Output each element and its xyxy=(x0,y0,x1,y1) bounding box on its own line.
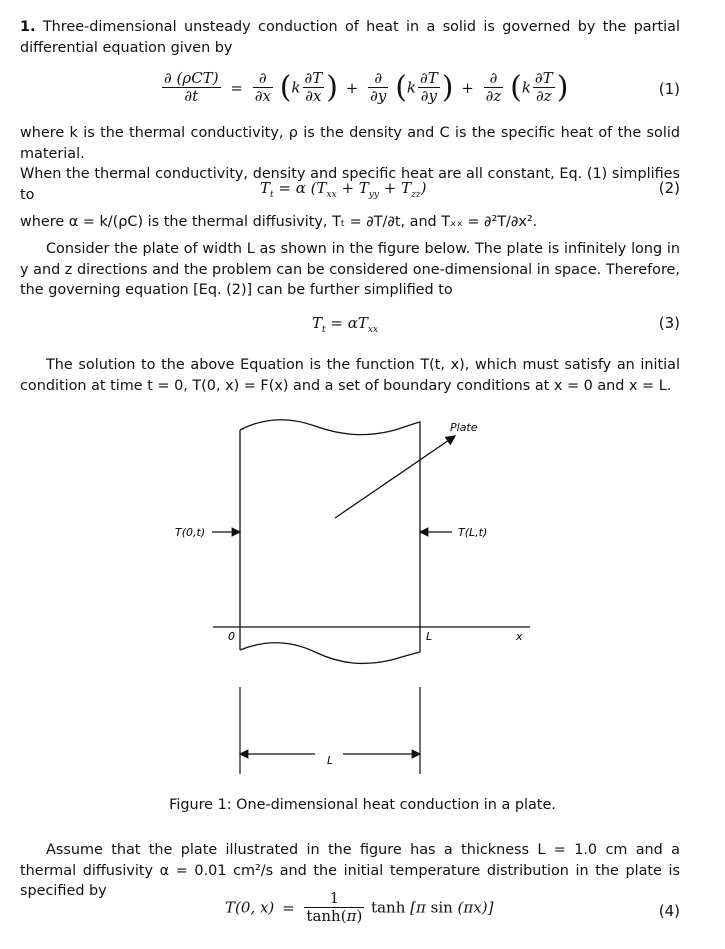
right-bc-label: T(L,t) xyxy=(458,526,488,539)
equation-4-number: (4) xyxy=(658,902,680,920)
plate-bottom-edge xyxy=(240,627,420,663)
x-axis-label: x xyxy=(516,630,523,643)
problem-intro xyxy=(20,17,680,58)
equation-3 xyxy=(20,314,680,354)
L-tick-label: L xyxy=(426,630,433,643)
width-label: L xyxy=(327,754,334,767)
equation-1-number: (1) xyxy=(658,80,680,98)
plate-pointer-arrow xyxy=(335,436,455,518)
equation-4-body: T(0, x) = $\frac{1}{\tanh(\pi)}$ tanh [π sin (πx)] xyxy=(225,889,494,925)
problem-intro-text: Three-dimensional unsteady conduction of heat in a solid is governed by the partial differential equation given by xyxy=(20,19,680,56)
figure-caption: Figure 1: One-dimensional heat conduction in a plate. xyxy=(169,797,556,813)
paragraph-5: The solution to the above Equation is the function T(t, x), which must satisfy an initial condition at time t = 0, T(0, x) = F(x) and a set of boundary conditions at x = 0 and x = L. xyxy=(20,357,680,394)
paragraph-6: Assume that the plate illustrated in the figure has a thickness L = 1.0 cm and a thermal diffusivity α = 0.01 cm²/s and the initial temperature distribution in the plate is specified by xyxy=(20,842,680,899)
plate-outline xyxy=(240,420,420,627)
equation-3-body: $T_t = \alpha T_{xx}$ xyxy=(312,314,379,335)
equation-1-body: $\frac{\text{∂ (ρCT)}}{\partial t}$ = $\frac{\partial}{\partial x}$ (k $\frac{\partial T}{\partial x}$ ) + $\frac{\partial}{\partial y}$ (k $\frac{\partial T}{\partial y}$ ) + $\frac{\partial}{\partial z}$ (k $\frac{\partial T}{\partial z}$ ) xyxy=(164,69,569,105)
paragraph-3: where α = k/(ρC) is the thermal diffusivity, Tₜ = ∂T/∂t, and Tₓₓ = ∂²T/∂x². xyxy=(20,214,538,230)
equation-2-body: $T_t = \alpha$ $(T_{xx} + T_{yy} + T_{zz})$ xyxy=(260,179,427,200)
paragraph-4: Consider the plate of width L as shown in the figure below. The plate is infinitely long in y and z directions and the problem can be considered one-dimensional in space. Therefore, the governing equation [Eq. (2)] can be further simplified to xyxy=(20,241,680,298)
origin-label: 0 xyxy=(228,630,235,643)
plate-label: Plate xyxy=(450,421,478,434)
paragraph-2-line-1: where k is the thermal conductivity, ρ is the density and C is the specific heat of the solid material. xyxy=(20,125,680,162)
equation-4 xyxy=(20,890,680,930)
equation-3-number: (3) xyxy=(658,314,680,332)
left-bc-label: T(0,t) xyxy=(175,526,206,539)
plate-figure xyxy=(150,412,550,782)
paragraph-2-line-2: When the thermal conductivity, density and specific heat are all constant, Eq. (1) simplifies to xyxy=(20,166,680,203)
equation-1 xyxy=(20,70,680,110)
equation-2-number: (2) xyxy=(658,179,680,197)
problem-number: 1. xyxy=(20,19,36,35)
